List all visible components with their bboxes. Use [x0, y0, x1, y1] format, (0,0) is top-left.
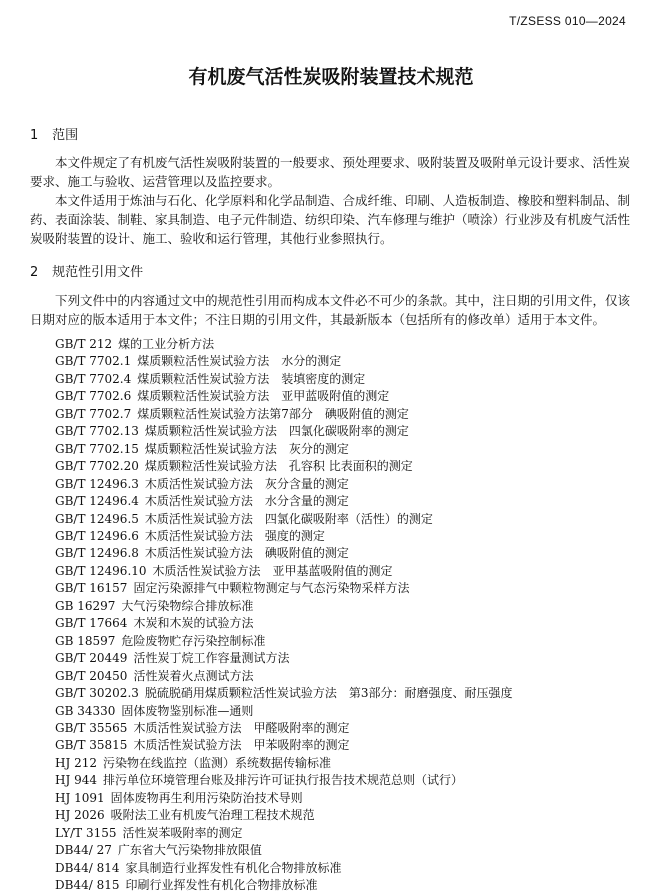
- section-1-paragraph-1: 本文件规定了有机废气活性炭吸附装置的一般要求、预处理要求、吸附装置及吸附单元设计要求、活性炭要求、施工与验收、运营管理以及监控要求。: [30, 155, 631, 189]
- reference-code: GB/T 16157: [55, 581, 128, 596]
- reference-title: 吸附法工业有机废气治理工程技术规范: [110, 808, 315, 823]
- reference-code: GB/T 7702.4: [55, 371, 132, 386]
- reference-code: HJ 944: [55, 773, 97, 788]
- reference-code: GB/T 35565: [55, 720, 128, 735]
- reference-title: 活性炭着火点测试方法: [133, 668, 254, 683]
- reference-code: GB/T 12496.10: [55, 563, 147, 578]
- reference-code: GB/T 12496.3: [55, 476, 139, 491]
- reference-item: [55, 598, 513, 615]
- reference-title: 煤质颗粒活性炭试验方法 灰分的测定: [144, 441, 349, 456]
- reference-item: [55, 807, 513, 824]
- reference-item: [55, 493, 513, 510]
- reference-title: 煤质颗粒活性炭试验方法 四氯化碳吸附率的测定: [144, 424, 409, 439]
- reference-item: [55, 563, 513, 580]
- reference-code: DB44/ 27: [55, 843, 112, 858]
- reference-title: 木质活性炭试验方法 强度的测定: [144, 528, 325, 543]
- reference-code: GB/T 17664: [55, 616, 128, 631]
- reference-title: 脱硫脱硝用煤质颗粒活性炭试验方法 第3部分：耐磨强度、耐压强度: [144, 686, 513, 701]
- reference-item: [55, 511, 513, 528]
- reference-item: [55, 825, 513, 842]
- reference-code: DB44/ 814: [55, 860, 120, 875]
- reference-title: 固体废物鉴别标准—通则: [121, 703, 254, 718]
- reference-code: GB/T 35815: [55, 738, 128, 753]
- section-1-title: 范围: [52, 128, 79, 143]
- reference-item: [55, 615, 513, 632]
- reference-item: [55, 353, 513, 370]
- reference-title: 煤质颗粒活性炭试验方法 亚甲蓝吸附值的测定: [137, 389, 390, 404]
- reference-code: GB/T 12496.6: [55, 528, 139, 543]
- reference-item: [55, 685, 513, 702]
- reference-title: 广东省大气污染物排放限值: [117, 843, 262, 858]
- reference-item: [55, 336, 513, 353]
- reference-code: GB/T 7702.20: [55, 459, 139, 474]
- reference-title: 排污单位环境管理台账及排污许可证执行报告技术规范总则（试行）: [103, 773, 464, 788]
- reference-title: 木质活性炭试验方法 亚甲基蓝吸附值的测定: [152, 563, 393, 578]
- reference-code: GB 34330: [55, 703, 116, 718]
- reference-code: GB/T 7702.7: [55, 406, 132, 421]
- reference-item: [55, 441, 513, 458]
- reference-code: GB/T 212: [55, 337, 113, 351]
- reference-code: GB/T 7702.13: [55, 424, 139, 439]
- reference-code: GB/T 12496.8: [55, 546, 139, 561]
- reference-code: GB/T 12496.4: [55, 494, 139, 509]
- reference-code: DB44/ 815: [55, 878, 120, 893]
- reference-title: 家具制造行业挥发性有机化合物排放标准: [125, 860, 342, 875]
- reference-title: 木质活性炭试验方法 灰分含量的测定: [144, 476, 349, 491]
- reference-title: 木质活性炭试验方法 甲苯吸附率的测定: [133, 738, 350, 753]
- reference-title: 煤质颗粒活性炭试验方法 孔容积 比表面积的测定: [144, 459, 413, 474]
- reference-title: 活性炭苯吸附率的测定: [122, 825, 243, 840]
- reference-item: [55, 772, 513, 789]
- reference-item: [55, 371, 513, 388]
- reference-title: 木质活性炭试验方法 碘吸附值的测定: [144, 546, 349, 561]
- reference-title: 固定污染源排气中颗粒物测定与气态污染物采样方法: [133, 581, 410, 596]
- reference-title: 煤质颗粒活性炭试验方法 装填密度的测定: [137, 371, 366, 386]
- reference-code: GB 16297: [55, 598, 116, 613]
- reference-item: [55, 790, 513, 807]
- section-1-paragraph-2: 本文件适用于炼油与石化、化学原料和化学品制造、合成纤维、印刷、人造板制造、橡胶和塑料制品、制药、表面涂装、制鞋、家具制造、电子元件制造、纺织印染、汽车修理与维护（喷涂）行业涉及有机废气活性炭吸附装置的设计、施工、验收和运行管理，其他行业参照执行。: [30, 193, 631, 246]
- reference-code: GB/T 20450: [55, 668, 128, 683]
- reference-item: [55, 580, 513, 597]
- reference-code: GB/T 30202.3: [55, 686, 139, 701]
- document-title: 有机废气活性炭吸附装置技术规范: [188, 66, 474, 88]
- reference-code: GB/T 7702.6: [55, 389, 132, 404]
- reference-title: 污染物在线监控（监测）系统数据传输标准: [103, 755, 332, 770]
- reference-title: 木质活性炭试验方法 四氯化碳吸附率（活性）的测定: [144, 511, 433, 526]
- reference-item: [55, 877, 513, 894]
- reference-title: 煤的工业分析方法: [118, 337, 215, 351]
- reference-item: [55, 458, 513, 475]
- reference-item: [55, 476, 513, 493]
- reference-code: GB/T 20449: [55, 651, 128, 666]
- reference-code: GB/T 7702.1: [55, 354, 132, 369]
- reference-item: [55, 737, 513, 754]
- reference-title: 木质活性炭试验方法 水分含量的测定: [144, 494, 349, 509]
- reference-title: 危险废物贮存污染控制标准: [121, 633, 266, 648]
- reference-code: GB/T 12496.5: [55, 511, 139, 526]
- reference-code: HJ 2026: [55, 808, 105, 823]
- reference-item: [55, 668, 513, 685]
- reference-item: [55, 528, 513, 545]
- reference-title: 煤质颗粒活性炭试验方法第7部分 碘吸附值的测定: [137, 406, 409, 421]
- standard-code: T/ZSESS 010—2024: [509, 14, 626, 28]
- reference-item: [55, 860, 513, 877]
- reference-item: [55, 650, 513, 667]
- reference-code: HJ 212: [55, 755, 97, 770]
- reference-title: 印刷行业挥发性有机化合物排放标准: [125, 878, 318, 893]
- section-2-title: 规范性引用文件: [52, 265, 144, 280]
- reference-item: [55, 720, 513, 737]
- reference-title: 煤质颗粒活性炭试验方法 水分的测定: [137, 354, 342, 369]
- reference-item: [55, 633, 513, 650]
- section-2-heading: [30, 261, 143, 280]
- reference-title: 木质活性炭试验方法 甲醛吸附率的测定: [133, 720, 350, 735]
- reference-title: 大气污染物综合排放标准: [121, 598, 254, 613]
- reference-title: 木炭和木炭的试验方法: [133, 616, 254, 631]
- reference-item: [55, 423, 513, 440]
- reference-list: [55, 336, 513, 895]
- reference-item: [55, 703, 513, 720]
- reference-item: [55, 388, 513, 405]
- section-2-number: 2: [30, 265, 39, 280]
- reference-code: GB/T 7702.15: [55, 441, 139, 456]
- section-2-intro: 下列文件中的内容通过文中的规范性引用而构成本文件必不可少的条款。其中，注日期的引用文件，仅该日期对应的版本适用于本文件；不注日期的引用文件，其最新版本（包括所有的修改单）适用于本文件。: [30, 293, 631, 327]
- reference-item: [55, 755, 513, 772]
- section-1-number: 1: [30, 128, 39, 143]
- reference-code: HJ 1091: [55, 790, 105, 805]
- reference-code: GB 18597: [55, 633, 116, 648]
- reference-item: [55, 842, 513, 859]
- reference-item: [55, 406, 513, 423]
- reference-title: 活性炭丁烷工作容量测试方法: [133, 651, 290, 666]
- reference-item: [55, 545, 513, 562]
- reference-code: LY/T 3155: [55, 825, 117, 840]
- reference-title: 固体废物再生利用污染防治技术导则: [110, 790, 303, 805]
- section-1-heading: [30, 124, 78, 143]
